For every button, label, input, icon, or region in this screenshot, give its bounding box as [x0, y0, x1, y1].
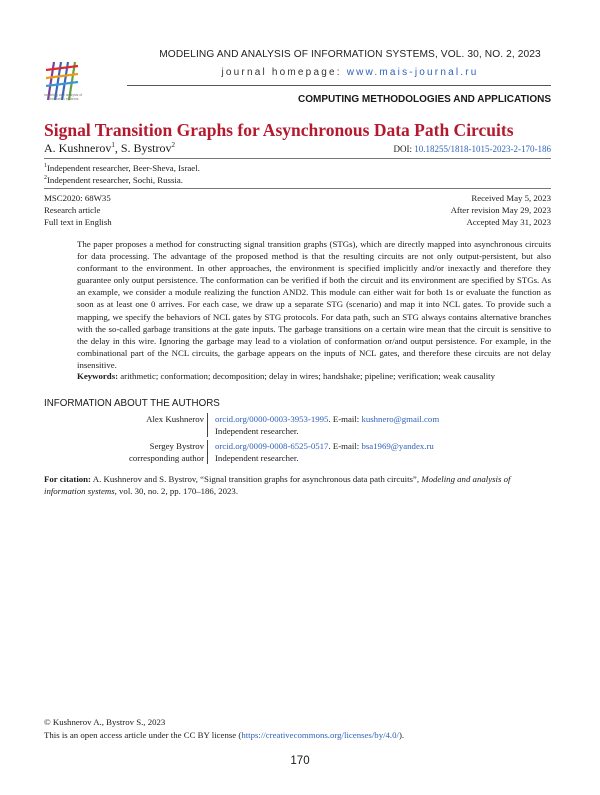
- author-role: corresponding author: [129, 453, 204, 463]
- license-link[interactable]: https://creativecommons.org/licenses/by/4.0/: [241, 730, 399, 740]
- author-note: Independent researcher.: [215, 426, 299, 436]
- author-contact: [215, 414, 439, 424]
- affiliation-marker: 2: [44, 175, 47, 182]
- affiliation: [44, 175, 183, 185]
- affiliation-marker: 2: [171, 141, 176, 149]
- doi: [394, 144, 552, 154]
- author-name: A. Kushnerov: [44, 141, 112, 155]
- email-label: . E-mail:: [328, 441, 360, 451]
- journal-homepage: [150, 67, 550, 78]
- article-title: Signal Transition Graphs for Asynchronous Data Path Circuits: [44, 120, 514, 140]
- orcid-link[interactable]: orcid.org/0009-0008-6525-0517: [215, 441, 329, 451]
- language: Full text in English: [44, 217, 112, 227]
- divider: [207, 440, 208, 464]
- divider: [44, 188, 551, 189]
- logo-caption: modeling and analysis of information systems: [43, 93, 83, 101]
- affiliation-text: Independent researcher, Beer-Sheva, Israel.: [47, 163, 200, 173]
- author-name: S. Bystrov: [120, 141, 172, 155]
- doi-link[interactable]: 10.18255/1818-1015-2023-2-170-186: [414, 144, 551, 154]
- page-number: 170: [290, 755, 310, 767]
- divider: [207, 413, 208, 437]
- license-text: This is an open access article under the CC BY license (: [44, 730, 242, 740]
- affiliation: [44, 163, 200, 173]
- copyright: © Kushnerov A., Bystrov S., 2023: [44, 717, 166, 727]
- doi-label: DOI:: [393, 144, 412, 154]
- author-note: Independent researcher.: [215, 453, 299, 463]
- license: [44, 730, 404, 740]
- section-heading: COMPUTING METHODOLOGIES AND APPLICATIONS: [298, 94, 551, 105]
- header-divider: [127, 85, 551, 86]
- keywords-label: Keywords:: [77, 371, 119, 381]
- authors-info-heading: INFORMATION ABOUT THE AUTHORS: [44, 398, 220, 409]
- author-list: [44, 141, 175, 156]
- received-date: Received May 5, 2023: [471, 193, 551, 203]
- affiliation-marker: 1: [44, 163, 47, 170]
- revision-date: After revision May 29, 2023: [450, 205, 551, 215]
- citation-text: A. Kushnerov and S. Bystrov, “Signal transition graphs for asynchronous data path circuits”,: [92, 474, 420, 484]
- citation: [44, 473, 554, 497]
- email-link[interactable]: bsa1969@yandex.ru: [361, 441, 434, 451]
- keywords-list: arithmetic; conformation; decomposition; delay in wires; handshake; pipeline; verification; weak causality: [120, 371, 495, 381]
- citation-rest: , vol. 30, no. 2, pp. 170–186, 2023.: [114, 486, 239, 496]
- author-separator: ,: [114, 141, 121, 155]
- divider: [44, 158, 551, 159]
- article-type: Research article: [44, 205, 101, 215]
- orcid-link[interactable]: orcid.org/0000-0003-3953-1995: [215, 414, 329, 424]
- citation-label: For citation:: [44, 474, 91, 484]
- homepage-label: journal homepage:: [221, 67, 342, 78]
- keywords: [77, 371, 557, 381]
- citation-journal: Modeling and analysis of information systems: [44, 474, 511, 496]
- email-label: . E-mail:: [328, 414, 360, 424]
- author-info-name: Sergey Bystrov: [149, 441, 204, 451]
- email-link[interactable]: kushnero@gmail.com: [361, 414, 440, 424]
- journal-line: MODELING AND ANALYSIS OF INFORMATION SYSTEMS, VOL. 30, NO. 2, 2023: [159, 49, 541, 60]
- affiliation-text: Independent researcher, Sochi, Russia.: [47, 175, 183, 185]
- msc-code: MSC2020: 68W35: [44, 193, 111, 203]
- author-contact: [215, 441, 434, 451]
- author-info-name: Alex Kushnerov: [146, 414, 204, 424]
- affiliation-marker: 1: [111, 141, 115, 149]
- homepage-link[interactable]: www.mais-journal.ru: [346, 67, 479, 78]
- license-end: ).: [398, 730, 405, 740]
- abstract: The paper proposes a method for constructing signal transition graphs (STGs), which are directly mapped into asynchronous circuits for data processing. The advantage of the proposed method is that the resulting circuits are not only output-persistent, but also conformant to the environment. In other approaches, the environment is specified implicitly and/or inexactly and therefore they guarantee only output persistence. The conformation can be verified if both the circuit and its environment are specified by STGs. As an example, we consider a module realizing the function AND2. This module can either wait for both 1s or evaluate the function as soon as at least one 0 arrives. For each case, we draw up a separate STG (scenario) and map it into NCL gates. To provide such a mapping, we specify the behaviors of NCL gates by STG protocols. For data path, such an STG always contains alternative branches with the so-called garbage transitions at the gate inputs. The garbage transitions on a certain wire mean that the circuit is sensitive to the delay in this wire. Ignoring the garbage may lead to a violation of conformation or/and output persistence. For example, in the combinational part of the NCL circuits, the garbage appears on the inputs of NCL gates, and therefore these circuits are not delay insensitive.: [77, 239, 551, 370]
- accepted-date: Accepted May 31, 2023: [466, 217, 551, 227]
